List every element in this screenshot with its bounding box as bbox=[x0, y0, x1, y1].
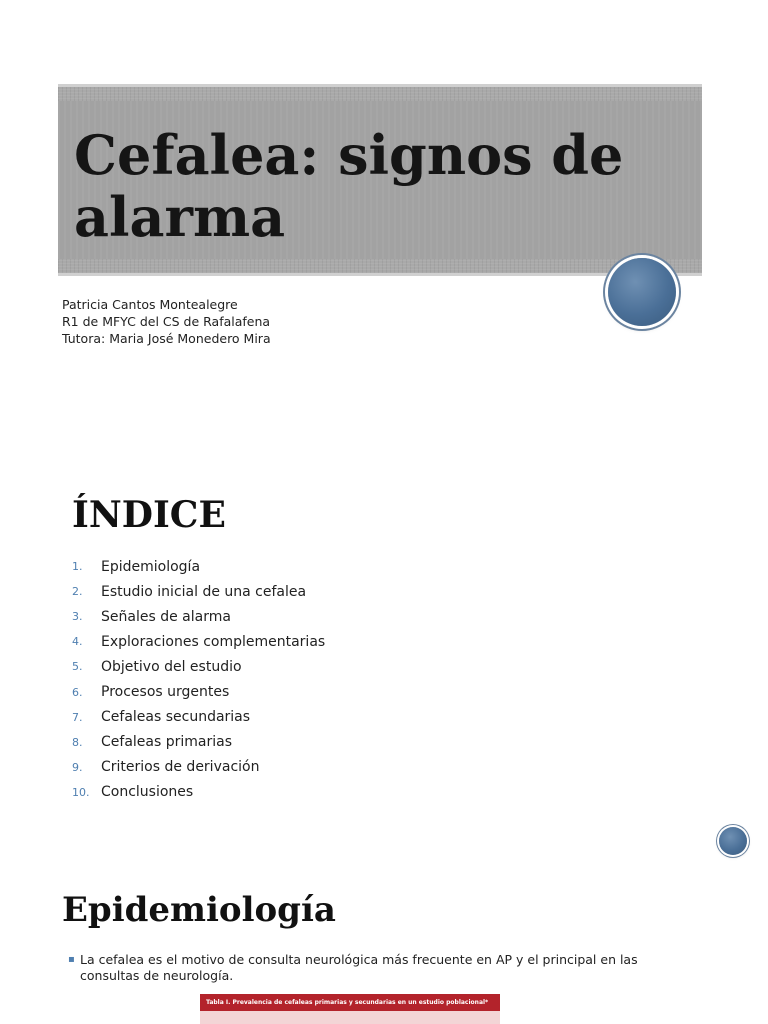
decorative-circle bbox=[608, 258, 676, 326]
author-block bbox=[62, 296, 271, 347]
list-item: 3. Señales de alarma bbox=[72, 608, 231, 625]
list-item: 1. Epidemiología bbox=[72, 558, 201, 575]
index-slide bbox=[0, 470, 768, 860]
author-tutor: Tutora: Maria José Monedero Mira bbox=[62, 331, 271, 346]
list-item: 5. Objetivo del estudio bbox=[72, 658, 242, 675]
table-caption: Tabla I. Prevalencia de cefaleas primarias y secundarias en un estudio poblacional* bbox=[200, 994, 500, 1011]
author-affiliation: R1 de MFYC del CS de Rafalafena bbox=[62, 314, 271, 329]
list-item: 8. Cefaleas primarias bbox=[72, 734, 232, 751]
prevalence-table bbox=[200, 994, 500, 1024]
list-item: 7. Cefaleas secundarias bbox=[72, 709, 251, 726]
list-item: 10. Conclusiones bbox=[72, 784, 194, 801]
list-item: 4. Exploraciones complementarias bbox=[72, 633, 326, 650]
page-title: Cefalea: signos de alarma bbox=[74, 123, 624, 249]
bullet-item bbox=[68, 952, 678, 984]
epidemiology-slide bbox=[0, 880, 768, 1024]
list-item: 6. Procesos urgentes bbox=[72, 684, 230, 701]
author-name: Patricia Cantos Montealegre bbox=[62, 297, 238, 312]
table-row bbox=[200, 1011, 500, 1024]
square-bullet-icon: ▪ bbox=[68, 954, 75, 965]
bullet-text: La cefalea es el motivo de consulta neurológica más frecuente en AP y el principal en las consultas de neurología. bbox=[80, 952, 638, 983]
list-item: 2. Estudio inicial de una cefalea bbox=[72, 583, 307, 600]
index-title: ÍNDICE bbox=[72, 494, 226, 536]
list-item: 9. Criterios de derivación bbox=[72, 759, 260, 776]
title-slide bbox=[0, 0, 768, 420]
epidemiology-title: Epidemiología bbox=[62, 890, 336, 930]
decorative-circle-small bbox=[719, 827, 747, 855]
index-list bbox=[72, 554, 325, 805]
